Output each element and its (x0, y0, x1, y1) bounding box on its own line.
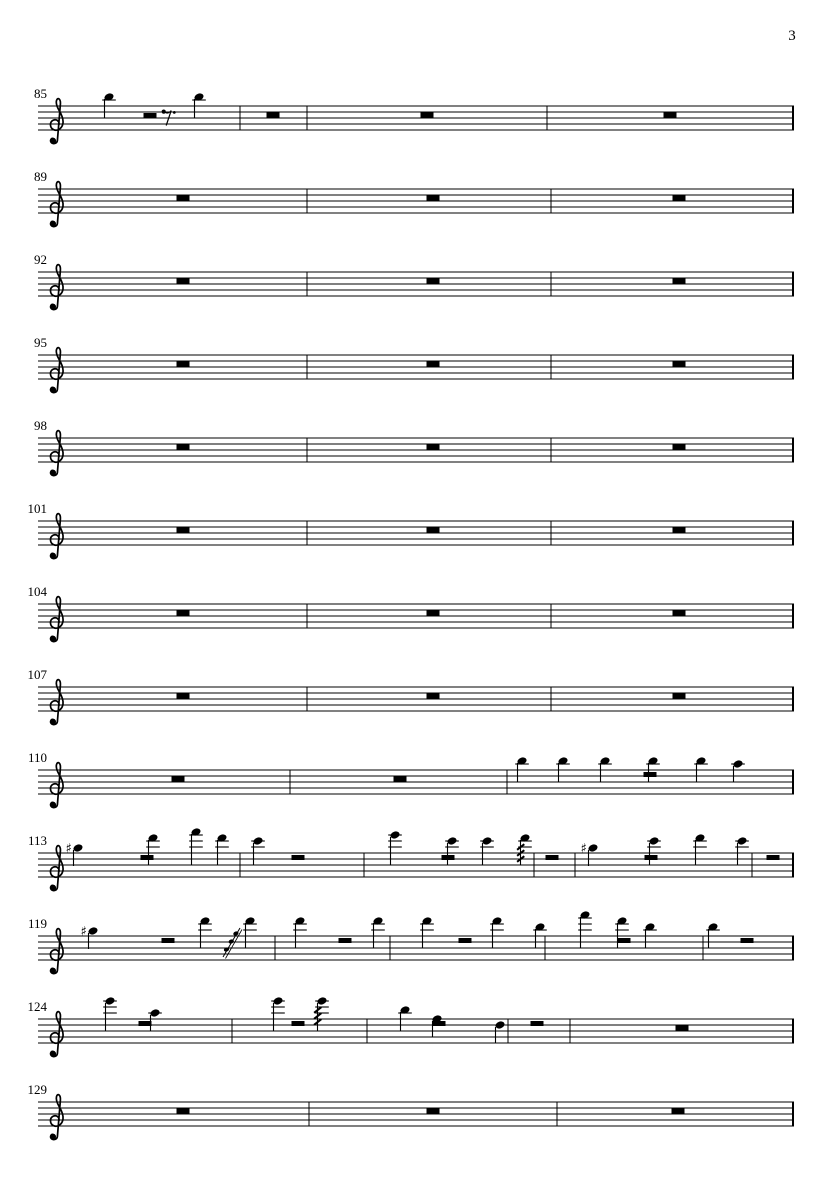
note-head (446, 836, 457, 846)
half-rest (339, 938, 352, 943)
half-rest (162, 938, 175, 943)
final-barline (792, 521, 794, 545)
augmentation-dot (173, 111, 176, 114)
whole-rest (427, 527, 440, 533)
staff-system-124 (28, 996, 795, 1056)
whole-rest (673, 361, 686, 367)
whole-rest (427, 278, 440, 284)
staff-system-98 (34, 418, 794, 476)
treble-clef-icon (50, 597, 63, 642)
treble-clef-icon (50, 99, 63, 144)
half-rest (767, 855, 780, 860)
half-rest (645, 855, 658, 860)
measure-number: 113 (27, 833, 47, 848)
whole-rest (673, 278, 686, 284)
staff-system-119 (28, 910, 794, 973)
final-barline (792, 438, 794, 462)
whole-rest (673, 527, 686, 533)
half-rest (292, 855, 305, 860)
half-rest (144, 113, 157, 118)
treble-clef-icon (50, 182, 63, 227)
note-head (481, 836, 492, 846)
measure-number: 95 (34, 335, 47, 350)
note-head (149, 1008, 160, 1018)
treble-clef-icon (50, 1012, 63, 1057)
treble-clef-icon (50, 597, 63, 642)
sharp-accidental: ♯ (80, 924, 87, 940)
treble-clef-icon (50, 348, 63, 393)
final-barline (792, 272, 794, 296)
whole-rest (267, 112, 280, 118)
treble-clef-icon (50, 139, 55, 144)
measure-number: 104 (27, 584, 47, 599)
whole-rest (427, 610, 440, 616)
whole-rest (427, 1108, 440, 1114)
treble-clef-icon (50, 265, 63, 310)
measure-number: 89 (34, 169, 47, 184)
half-rest (644, 772, 657, 777)
staff-system-104 (28, 584, 795, 642)
staff-system-107 (28, 667, 795, 725)
sharp-accidental: ♯ (580, 841, 587, 857)
sharp-accidental: ♯ (65, 841, 72, 857)
staff-system-101 (28, 501, 795, 559)
treble-clef-icon (50, 680, 63, 725)
half-rest (531, 1021, 544, 1026)
treble-clef-icon (50, 1095, 63, 1140)
final-barline (792, 189, 794, 213)
whole-rest (427, 195, 440, 201)
measure-number: 124 (27, 999, 47, 1014)
treble-clef-icon (50, 1135, 55, 1140)
final-barline (792, 1019, 794, 1043)
staff-system-129 (28, 1082, 795, 1140)
whole-rest (177, 444, 190, 450)
treble-clef-icon (50, 763, 63, 808)
half-rest (459, 938, 472, 943)
staff-system-113 (28, 827, 794, 890)
whole-rest (427, 361, 440, 367)
whole-rest (421, 112, 434, 118)
note-head (736, 836, 747, 846)
note-head (648, 836, 659, 846)
treble-clef-icon (50, 680, 63, 725)
treble-clef-icon (50, 969, 55, 974)
treble-clef-icon (50, 182, 63, 227)
note-head (272, 996, 283, 1006)
whole-rest (673, 444, 686, 450)
treble-clef-icon (50, 763, 63, 808)
final-barline (792, 770, 794, 794)
half-rest (141, 855, 154, 860)
whole-rest (394, 776, 407, 782)
whole-rest (177, 278, 190, 284)
treble-clef-icon (50, 846, 63, 891)
measure-number: 101 (27, 501, 47, 516)
whole-rest (676, 1025, 689, 1031)
whole-rest (177, 1108, 190, 1114)
treble-clef-icon (50, 431, 63, 476)
staff-system-95 (34, 335, 794, 393)
treble-clef-icon (50, 471, 55, 476)
whole-rest (172, 776, 185, 782)
note-head (587, 843, 598, 853)
whole-rest (673, 610, 686, 616)
treble-clef-icon (50, 305, 55, 310)
treble-clef-icon (50, 720, 55, 725)
whole-rest (427, 444, 440, 450)
staff-system-110 (28, 750, 794, 808)
half-rest (433, 1021, 446, 1026)
measure-number: 129 (27, 1082, 47, 1097)
note-head (72, 843, 83, 853)
treble-clef-icon (50, 929, 63, 974)
treble-clef-icon (50, 1095, 63, 1140)
whole-rest (177, 361, 190, 367)
note-head (87, 926, 98, 936)
final-barline (792, 355, 794, 379)
treble-clef-icon (50, 803, 55, 808)
half-rest (292, 1021, 305, 1026)
note-head (389, 830, 400, 840)
whole-rest (427, 693, 440, 699)
whole-rest (177, 610, 190, 616)
treble-clef-icon (50, 431, 63, 476)
treble-clef-icon (50, 1052, 55, 1057)
measure-number: 85 (34, 86, 47, 101)
staff-system-85 (34, 86, 794, 144)
whole-rest (177, 527, 190, 533)
whole-rest (177, 195, 190, 201)
treble-clef-icon (50, 514, 63, 559)
note-head (732, 759, 743, 769)
treble-clef-icon (50, 265, 63, 310)
note-head (494, 1020, 505, 1030)
treble-clef-icon (50, 99, 63, 144)
whole-rest (673, 195, 686, 201)
note-head (252, 836, 263, 846)
treble-clef-icon (50, 514, 63, 559)
treble-clef-icon (50, 886, 55, 891)
final-barline (792, 106, 794, 130)
note-head (104, 996, 115, 1006)
measure-number: 119 (27, 916, 47, 931)
measure-number: 110 (27, 750, 47, 765)
half-rest (139, 1021, 152, 1026)
final-barline (792, 687, 794, 711)
treble-clef-icon (50, 637, 55, 642)
treble-clef-icon (50, 348, 63, 393)
measure-number: 92 (34, 252, 47, 267)
final-barline (792, 604, 794, 628)
final-barline (792, 1102, 794, 1126)
treble-clef-icon (50, 554, 55, 559)
page-number: 3 (788, 28, 796, 44)
whole-rest (672, 1108, 685, 1114)
treble-clef-icon (50, 388, 55, 393)
staff-system-89 (34, 169, 794, 227)
treble-clef-icon (50, 1012, 63, 1057)
treble-clef-icon (50, 222, 55, 227)
whole-rest (177, 693, 190, 699)
measure-number: 98 (34, 418, 47, 433)
treble-clef-icon (50, 929, 63, 974)
staff-system-92 (34, 252, 794, 310)
note-head (316, 996, 327, 1006)
half-rest (741, 938, 754, 943)
final-barline (792, 853, 794, 877)
treble-clef-icon (50, 846, 63, 891)
half-rest (546, 855, 559, 860)
half-rest (618, 938, 631, 943)
measure-number: 107 (27, 667, 47, 682)
whole-rest (673, 693, 686, 699)
final-barline (792, 936, 794, 960)
whole-rest (664, 112, 677, 118)
